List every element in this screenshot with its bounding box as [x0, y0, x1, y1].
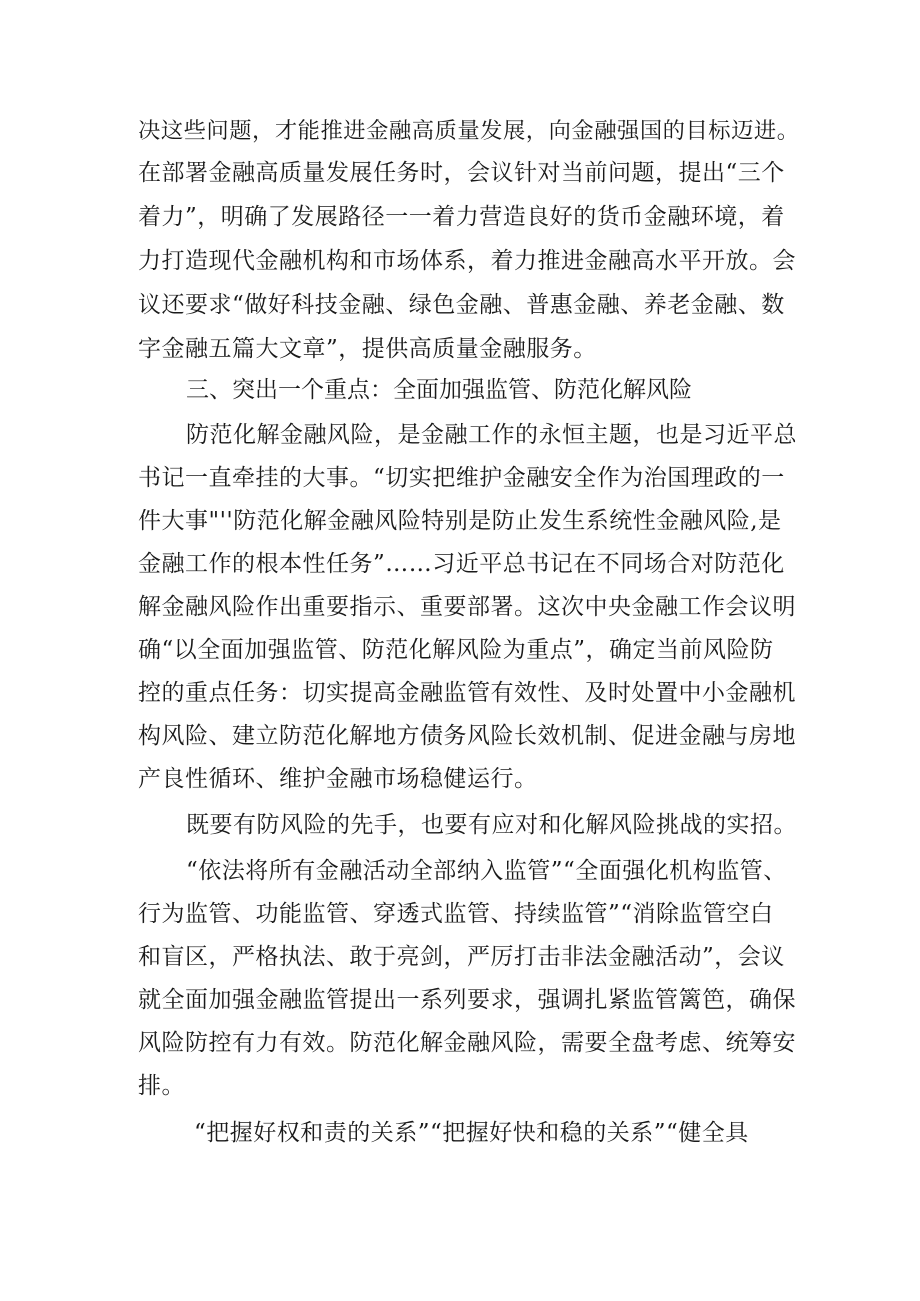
paragraph-line: 解金融风险作出重要指示、重要部署。这次中央金融工作会议明	[138, 594, 796, 620]
paragraph-line: 力打造现代金融机构和市场体系，着力推进金融高水平开放。会	[138, 248, 796, 274]
paragraph-line: 防范化解金融风险，是金融工作的永恒主题，也是习近平总	[186, 422, 797, 448]
paragraph-line: 件大事"''防范化解金融风险特别是防止发生系统性金融风险,是	[138, 508, 782, 534]
paragraph-line: 金融工作的根本性任务”……习近平总书记在不同场合对防范化	[138, 551, 785, 577]
paragraph-line: “依法将所有金融活动全部纳入监管”“全面强化机构监管、	[186, 858, 787, 884]
paragraph-line: 既要有防风险的先手，也要有应对和化解风险挑战的实招。	[186, 812, 797, 838]
paragraph-line: 字金融五篇大文章”，提供高质量金融服务。	[138, 336, 597, 362]
paragraph-line: 决这些问题，才能推进金融高质量发展，向金融强国的目标迈进。	[138, 118, 800, 144]
paragraph-line: 就全面加强金融监管提出一系列要求，强调扎紧监管篱笆，确保	[138, 987, 796, 1013]
paragraph-line: 排。	[138, 1073, 185, 1099]
paragraph-line: 产良性循环、维护金融市场稳健运行。	[138, 766, 538, 792]
paragraph-line: 在部署金融高质量发展任务时，会议针对当前问题，提出“三个	[138, 160, 785, 186]
section-heading: 三、突出一个重点：全面加强监管、防范化解风险	[186, 377, 692, 403]
paragraph-line: 构风险、建立防范化解地方债务风险长效机制、促进金融与房地	[138, 723, 796, 749]
paragraph-line: “把握好权和责的关系”“把握好快和稳的关系”“健全具	[194, 1120, 749, 1146]
paragraph-line: 行为监管、功能监管、穿透式监管、持续监管”“消除监管空白	[138, 901, 774, 927]
paragraph-line: 书记一直牵挂的大事。“切实把维护金融安全作为治国理政的一	[138, 465, 785, 491]
paragraph-line: 着力”，明确了发展路径一一着力营造良好的货币金融环境，着	[138, 204, 785, 230]
paragraph-line: 风险防控有力有效。防范化解金融风险，需要全盘考虑、统筹安	[138, 1030, 796, 1056]
paragraph-line: 议还要求“做好科技金融、绿色金融、普惠金融、养老金融、数	[138, 292, 785, 318]
paragraph-line: 确“以全面加强监管、防范化解风险为重点”，确定当前风险防	[138, 637, 774, 663]
paragraph-line: 控的重点任务：切实提高金融监管有效性、及时处置中小金融机	[138, 680, 796, 706]
paragraph-line: 和盲区，严格执法、敢于亮剑，严厉打击非法金融活动”，会议	[138, 944, 785, 970]
